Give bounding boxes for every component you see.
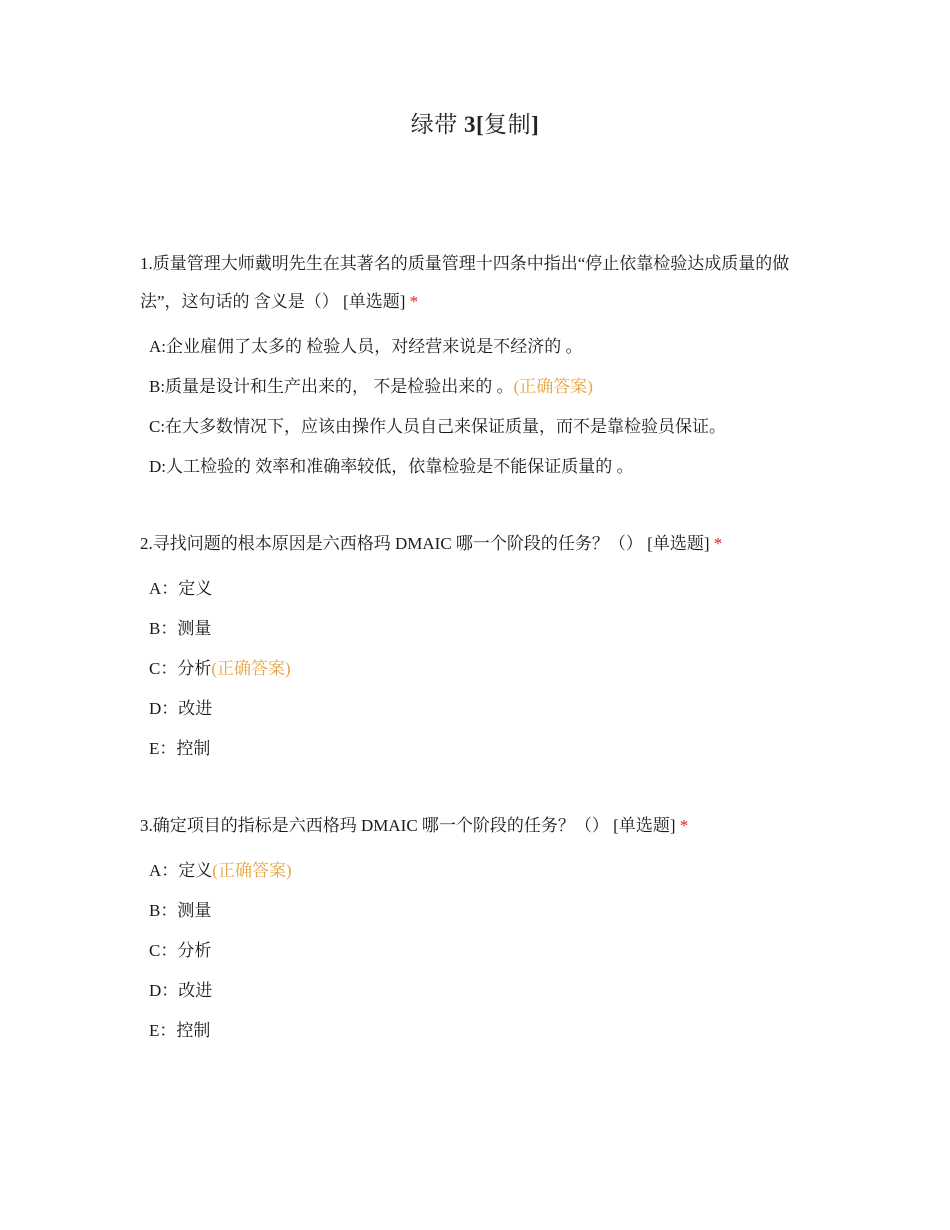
- option-b[interactable]: [149, 891, 820, 931]
- question-2: [140, 525, 820, 769]
- option-label: A：定义: [149, 861, 213, 880]
- option-label: E：控制: [149, 1021, 211, 1040]
- option-label: A：定义: [149, 579, 213, 598]
- option-d[interactable]: [149, 689, 820, 729]
- title-prefix: 绿带: [410, 112, 464, 137]
- question-text: [140, 245, 820, 321]
- option-list: [140, 851, 820, 1051]
- option-b[interactable]: [149, 609, 820, 649]
- option-c[interactable]: [149, 649, 820, 689]
- question-1-text: 1.质量管理大师戴明先生在其著名的质量管理十四条中指出“停止依靠检验达成质量的做法”，这句话的 含义是（） [单选题]: [140, 254, 790, 311]
- correct-answer-tag: (正确答案): [212, 861, 292, 880]
- option-label: A:企业雇佣了太多的 检验人员，对经营来说是不经济的 。: [149, 337, 583, 356]
- option-b[interactable]: [149, 367, 820, 407]
- question-text: [140, 807, 820, 845]
- required-mark: *: [679, 816, 689, 835]
- option-d[interactable]: [149, 971, 820, 1011]
- correct-answer-tag: (正确答案): [513, 377, 593, 396]
- option-a[interactable]: [149, 851, 820, 891]
- option-label: B:质量是设计和生产出来的， 不是检验出来的 。: [149, 377, 514, 396]
- question-2-text: 2.寻找问题的根本原因是六西格玛 DMAIC 哪一个阶段的任务？（） [单选题]: [140, 534, 710, 553]
- option-label: E：控制: [149, 739, 211, 758]
- option-list: [140, 569, 820, 769]
- required-mark: *: [713, 534, 723, 553]
- option-c[interactable]: [149, 931, 820, 971]
- question-3-text: 3.确定项目的指标是六西格玛 DMAIC 哪一个阶段的任务？（） [单选题]: [140, 816, 676, 835]
- option-label: D：改进: [149, 699, 213, 718]
- title-middle: 复制: [484, 112, 532, 137]
- correct-answer-tag: (正确答案): [211, 659, 291, 678]
- title-suffix: ]: [531, 112, 540, 137]
- option-d[interactable]: [149, 447, 820, 487]
- option-label: C：分析: [149, 659, 212, 678]
- option-label: B：测量: [149, 901, 212, 920]
- option-label: D:人工检验的 效率和准确率较低，依靠检验是不能保证质量的 。: [149, 457, 634, 476]
- option-label: D：改进: [149, 981, 213, 1000]
- option-a[interactable]: [149, 327, 820, 367]
- required-mark: *: [409, 292, 419, 311]
- page-title: [0, 108, 950, 142]
- option-label: C:在大多数情况下，应该由操作人员自己来保证质量，而不是靠检验员保证。: [149, 417, 727, 436]
- title-bold-part: 3[: [463, 112, 485, 137]
- option-a[interactable]: [149, 569, 820, 609]
- question-3: [140, 807, 820, 1051]
- option-e[interactable]: [149, 729, 820, 769]
- option-e[interactable]: [149, 1011, 820, 1051]
- option-list: [140, 327, 820, 487]
- option-label: B：测量: [149, 619, 212, 638]
- option-c[interactable]: [149, 407, 820, 447]
- option-label: C：分析: [149, 941, 212, 960]
- question-text: [140, 525, 820, 563]
- question-1: [140, 245, 820, 487]
